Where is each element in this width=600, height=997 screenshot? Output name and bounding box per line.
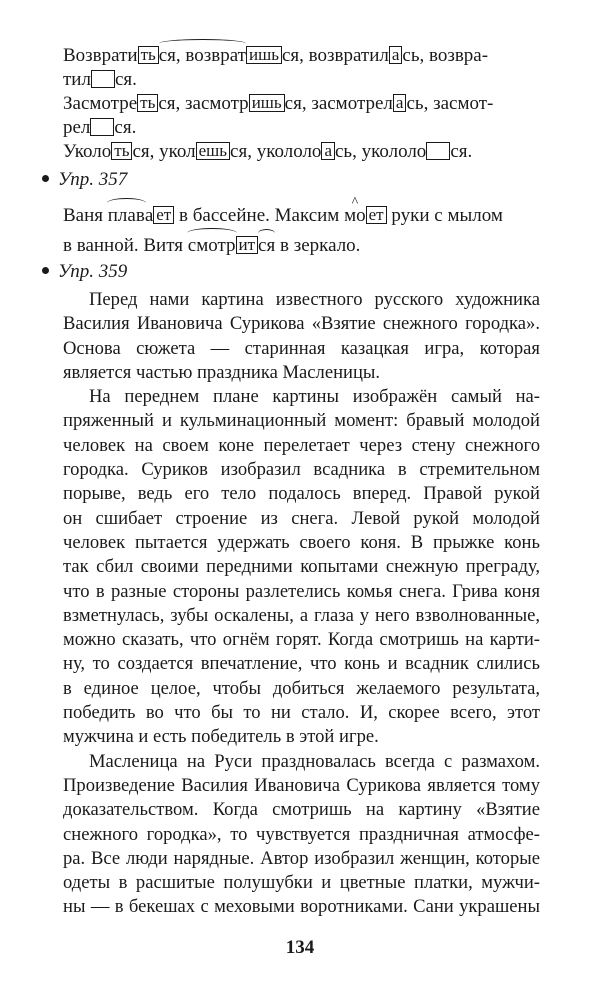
root-text: плав	[107, 205, 145, 226]
paragraph	[63, 750, 540, 920]
suffix-text: ся	[258, 235, 276, 256]
textbook-page	[58, 44, 540, 920]
text-line: победить во что бы то ни стало. И, скорее всего, этот	[63, 702, 540, 724]
text-line: ра. Все люди нарядные. Автор изобразил женщин, которые	[63, 847, 540, 869]
text-line: Василия Ивановича Сурикова «Взятие снежного городка».	[63, 313, 540, 335]
text-line: ны — в бекешах с меховыми воротниками. Сани украшены	[63, 896, 540, 918]
text: в ванной. Витя	[63, 235, 188, 256]
ending-box: ишь	[249, 94, 285, 112]
paragraph	[63, 288, 540, 385]
text-line: Масленица на Руси праздновалась всегда с размахом.	[89, 750, 540, 772]
conjugation-line	[63, 44, 540, 68]
exercise-heading	[42, 168, 540, 194]
word-part: ся.	[114, 69, 137, 90]
word-part: сь, возвра-	[402, 45, 489, 66]
conjugation-line	[63, 68, 540, 92]
word-part: Возврати	[63, 45, 138, 66]
word-part: Засмотре	[63, 93, 138, 114]
ending-box: а	[393, 94, 407, 112]
empty-ending-box	[91, 70, 115, 88]
text-line: мужчина и есть победитель в этой игре.	[63, 726, 379, 748]
suffix-arc	[159, 44, 246, 68]
page-number: 134	[285, 937, 315, 958]
exercise-heading	[42, 260, 540, 286]
text-line: ну, то создается впечатление, что конь и всадник слились	[63, 653, 540, 675]
word-part: ся.	[114, 117, 137, 138]
text-line: На переднем плане картины изображён самый на-	[89, 386, 540, 408]
word-part: Уколо	[63, 141, 112, 162]
ending-box: ть	[137, 94, 158, 112]
essay-text	[63, 288, 540, 920]
word-part: рел	[63, 117, 91, 138]
text-line: снежного городка», то чувствуется праздничная атмосфе-	[63, 823, 540, 845]
root-marker	[344, 204, 366, 228]
text-line: Основа сюжета — старинная казацкая игра, которая	[63, 337, 540, 359]
suffix-text: а	[144, 205, 154, 226]
word-part: сь, засмот-	[406, 93, 494, 114]
ending-box: ишь	[246, 46, 282, 64]
text-line: человек пытается удержать своего коня. В прыжке конь	[63, 531, 540, 553]
text-line: что в разные стороны разлетелись комья снега. Грива коня	[63, 580, 540, 602]
root-marker	[108, 204, 145, 228]
word-part: ся, засмотрел	[284, 93, 393, 114]
word-part: ся.	[450, 141, 473, 162]
text: Ваня	[63, 205, 108, 226]
suffix-arc	[258, 234, 275, 258]
bullet-icon	[42, 267, 49, 274]
text-line: одеты в расшитые полушубки и цветные платки, мужчи-	[63, 872, 540, 894]
ending-box: ешь	[196, 142, 230, 160]
text: в бассейне. Максим	[174, 205, 345, 226]
paragraph	[63, 385, 540, 749]
text-line: доказательством. Когда смотришь на картину «Взятие	[63, 799, 540, 821]
exercise-heading-label: Упр. 359	[58, 261, 128, 282]
text-line: так сбил своими передними копытами снежную преграду,	[63, 556, 540, 578]
empty-ending-box	[426, 142, 450, 160]
bullet-icon	[42, 175, 49, 182]
word-part: ся, возврат	[158, 45, 246, 66]
conjugation-line	[63, 116, 540, 140]
text-line: можно сказать, что огнём горят. Когда смотришь на карти-	[63, 629, 540, 651]
text-line: Произведение Василия Ивановича Сурикова является тому	[63, 774, 540, 796]
text-line: Перед нами картина известного русского художника	[89, 289, 540, 310]
word-part: ся, укол	[132, 141, 196, 162]
conjugation-line	[63, 140, 540, 164]
exercise-heading-label: Упр. 357	[58, 169, 128, 190]
word-part: ся, засмотр	[158, 93, 249, 114]
word-part: сь, укололо	[334, 141, 427, 162]
ending-box: а	[389, 46, 403, 64]
text-line: в единое целое, чтобы добиться желаемого результата,	[63, 677, 540, 699]
root-text: смотр	[187, 235, 236, 256]
ending-box: ть	[138, 46, 159, 64]
ending-box: ет	[366, 206, 387, 224]
text-line: порыве, ведь его тело подалось вперед. Правой рукой	[63, 483, 540, 505]
text-line: пряженный и кульминационный момент: бравый молодой	[63, 410, 540, 432]
word-part: тил	[63, 69, 91, 90]
text-line: городка. Суриков изобразил всадника в стремительном	[63, 459, 540, 481]
text-line: он сшибает строение из снега. Левой рукой молодой	[63, 507, 540, 529]
ending-box: ть	[111, 142, 132, 160]
ending-box: ет	[153, 206, 174, 224]
empty-ending-box	[90, 118, 114, 136]
ending-box: а	[321, 142, 335, 160]
conjugation-line	[63, 92, 540, 116]
ending-box: ит	[236, 236, 259, 254]
text-line: человек на своем коне перелетает через стену снежного	[63, 434, 540, 456]
sentence-line	[63, 204, 540, 228]
root-text: мо	[344, 205, 366, 226]
text-line: является частью праздника Масленицы.	[63, 361, 381, 383]
sentence-line	[63, 234, 540, 258]
word-part: ся, укололо	[230, 141, 322, 162]
text-line: взметнулась, зубы оскалены, а глаза у него взволнованные,	[63, 604, 540, 626]
word-part: ся, возвратил	[281, 45, 389, 66]
text: в зеркало.	[275, 235, 361, 256]
root-marker	[188, 234, 236, 258]
text: руки с мылом	[386, 205, 503, 226]
